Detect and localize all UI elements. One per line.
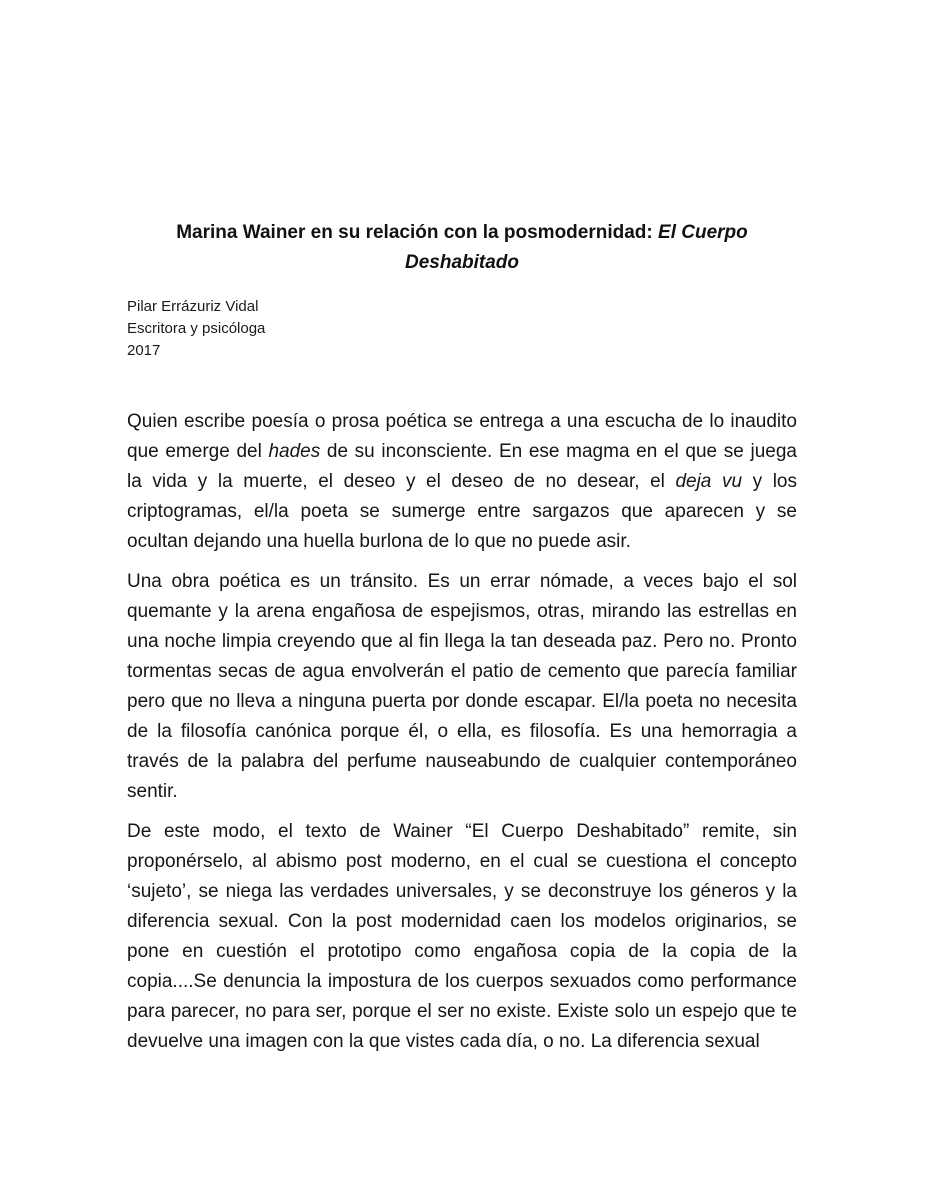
byline-author: Pilar Errázuriz Vidal <box>127 298 259 315</box>
text-run: de su inconsciente. En ese magma en el que se juega la vida y la muerte, el deseo y el deseo de no desear, el <box>127 441 797 492</box>
byline-year: 2017 <box>127 342 161 359</box>
text-run: El Cuerpo Deshabitado <box>404 222 748 273</box>
text-run: De este modo, el texto de Wainer “El Cuerpo Deshabitado” remite, sin proponérselo, al abismo post moderno, en el cual se cuestiona el concepto ‘sujeto’, se niega las verdades universales, y se deconstruye los géneros y la diferencia sexual. Con la post modernidad caen los modelos originarios, se pone en cuestión el prototipo como engañosa copia de la copia de la copia....Se denuncia la impostura de los cuerpos sexuados como performance para parecer, no para ser, porque el ser no existe. Existe solo un espejo que te devuelve una imagen con la que vistes cada día, o no. La diferencia sexual <box>127 821 797 1052</box>
paragraph <box>127 407 797 557</box>
text-run: deja vu <box>675 471 743 492</box>
byline <box>127 296 797 362</box>
text-run: hades <box>268 441 321 462</box>
document-title <box>127 218 797 278</box>
paragraph <box>127 817 797 1057</box>
text-run: Una obra poética es un tránsito. Es un errar nómade, a veces bajo el sol quemante y la arena engañosa de espejismos, otras, mirando las estrellas en una noche limpia creyendo que al fin llega la tan deseada paz. Pero no. Pronto tormentas secas de agua envolverán el patio de cemento que parecía familiar pero que no lleva a ninguna puerta por donde escapar. El/la poeta no necesita de la filosofía canónica porque él, o ella, es filosofía. Es una hemorragia a través de la palabra del perfume nauseabundo de cualquier contemporáneo sentir. <box>127 571 797 802</box>
text-run: y los criptogramas, el/la poeta se sumerge entre sargazos que aparecen y se ocultan dejando una huella burlona de lo que no puede asir. <box>127 471 797 552</box>
document-body <box>127 407 797 1057</box>
text-run: Marina Wainer en su relación con la posmodernidad: <box>176 222 659 243</box>
byline-role: Escritora y psicóloga <box>127 320 266 337</box>
text-run: Quien escribe poesía o prosa poética se entrega a una escucha de lo inaudito que emerge del <box>127 411 797 462</box>
paragraph <box>127 567 797 807</box>
